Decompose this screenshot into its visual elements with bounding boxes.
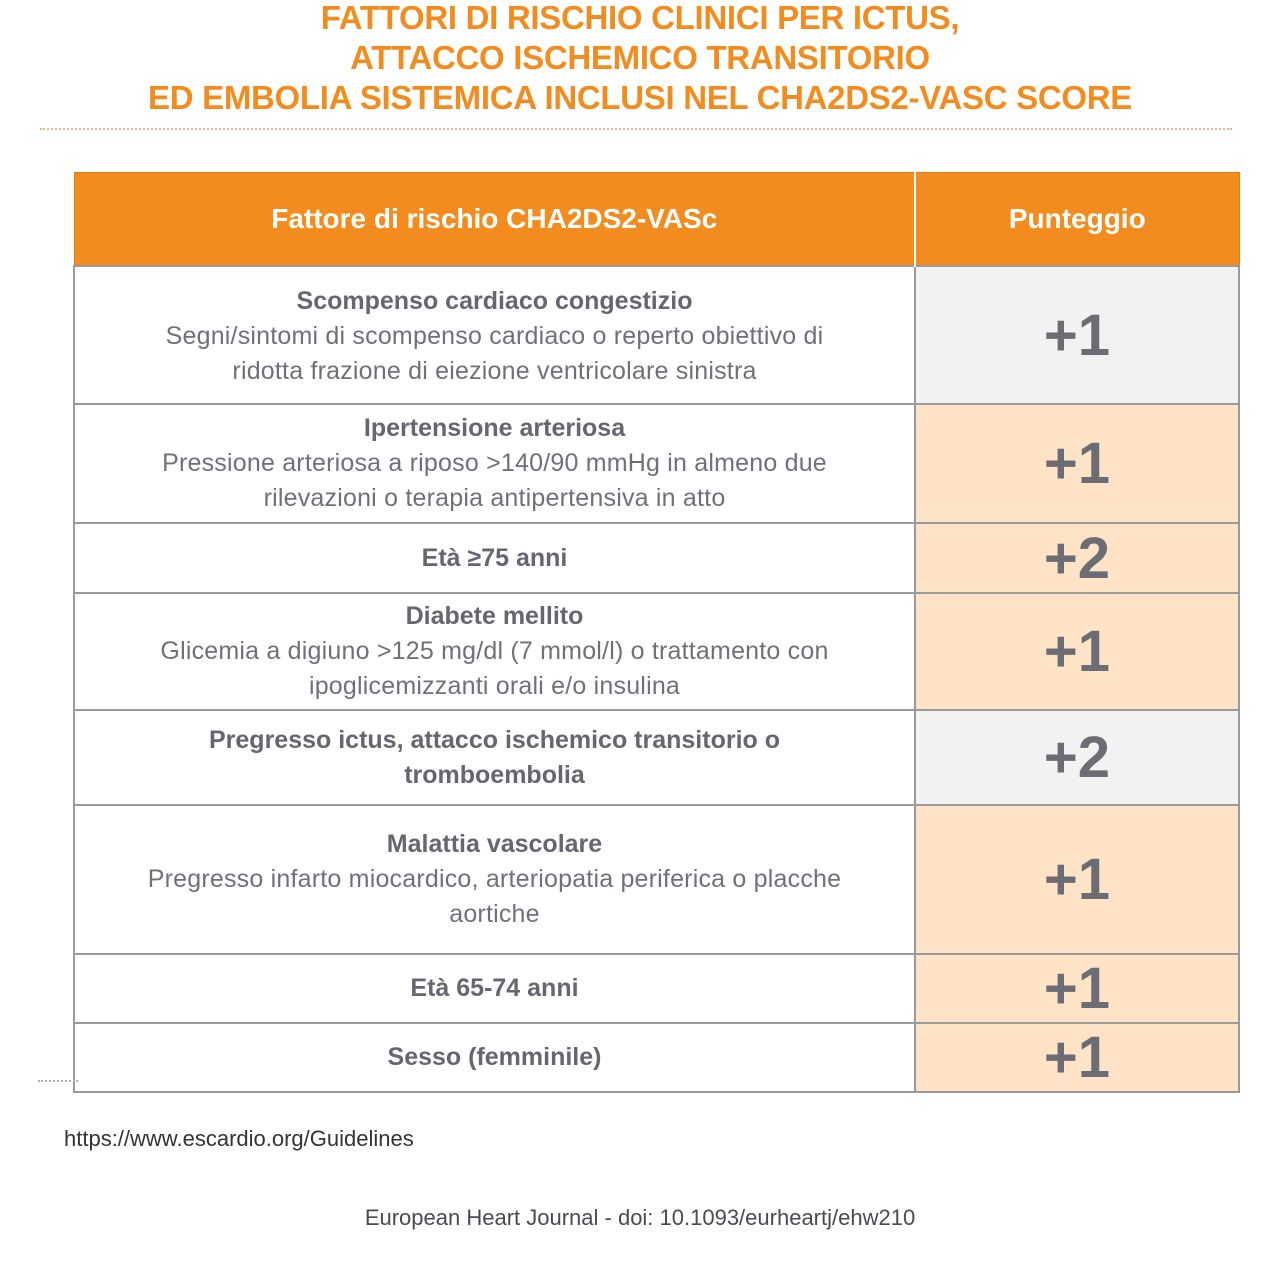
table-row	[74, 266, 1239, 404]
factor-cell	[74, 593, 915, 710]
factor-name: Diabete mellito	[405, 602, 584, 630]
score-cell: +1	[915, 266, 1239, 404]
factor-description: Segni/sintomi di scompenso cardiaco o reperto obiettivo di ridotta frazione di eiezione ventricolare sinistra	[165, 321, 824, 385]
title-line-2: ATTACCO ISCHEMICO TRANSITORIO	[350, 39, 930, 76]
table-footer-divider	[38, 1080, 78, 1082]
title-divider	[40, 128, 1232, 130]
score-cell: +1	[915, 404, 1239, 523]
factor-name: Malattia vascolare	[386, 830, 603, 858]
page-title	[0, 0, 1280, 118]
title-line-1: FATTORI DI RISCHIO CLINICI PER ICTUS,	[320, 0, 960, 36]
factor-cell	[74, 1023, 915, 1092]
factor-name: Pregresso ictus, attacco ischemico transitorio o tromboembolia	[208, 725, 781, 789]
factor-name: Ipertensione arteriosa	[363, 414, 626, 442]
factor-description: Pregresso infarto miocardico, arteriopatia periferica o placche aortiche	[147, 865, 842, 928]
score-cell: +1	[915, 593, 1239, 710]
title-line-3: ED EMBOLIA SISTEMICA INCLUSI NEL CHA2DS2-VASC SCORE	[148, 79, 1132, 116]
table-header-row	[74, 173, 1239, 267]
factor-name: Età 65-74 anni	[410, 974, 579, 1002]
table-row	[74, 404, 1239, 523]
factor-description: Glicemia a digiuno >125 mg/dl (7 mmol/l) o trattamento con ipoglicemizzanti orali e/o insulina	[160, 637, 829, 700]
score-cell: +2	[915, 523, 1239, 593]
score-cell: +2	[915, 710, 1239, 805]
factor-cell	[74, 805, 915, 954]
table-row	[74, 593, 1239, 710]
score-cell: +1	[915, 805, 1239, 954]
table-row	[74, 805, 1239, 954]
table-row	[74, 1023, 1239, 1092]
header-risk-factor: Fattore di rischio CHA2DS2-VASc	[74, 173, 915, 267]
factor-cell	[74, 266, 915, 404]
source-url: https://www.escardio.org/Guidelines	[64, 1126, 414, 1151]
factor-name: Età ≥75 anni	[421, 543, 568, 572]
table-row	[74, 954, 1239, 1023]
score-cell: +1	[915, 954, 1239, 1023]
risk-factor-table	[73, 172, 1240, 1093]
factor-name: Scompenso cardiaco congestizio	[296, 286, 693, 315]
factor-description: Pressione arteriosa a riposo >140/90 mmHg in almeno due rilevazioni o terapia antipertensiva in atto	[162, 449, 827, 512]
header-score: Punteggio	[915, 173, 1239, 267]
table-row	[74, 710, 1239, 805]
journal-reference: European Heart Journal - doi: 10.1093/eurheartj/ehw210	[364, 1205, 916, 1230]
factor-cell	[74, 954, 915, 1023]
table-row	[74, 523, 1239, 593]
score-cell: +1	[915, 1023, 1239, 1092]
factor-name: Sesso (femminile)	[387, 1043, 602, 1071]
factor-cell	[74, 404, 915, 523]
factor-cell	[74, 523, 915, 593]
factor-cell	[74, 710, 915, 805]
